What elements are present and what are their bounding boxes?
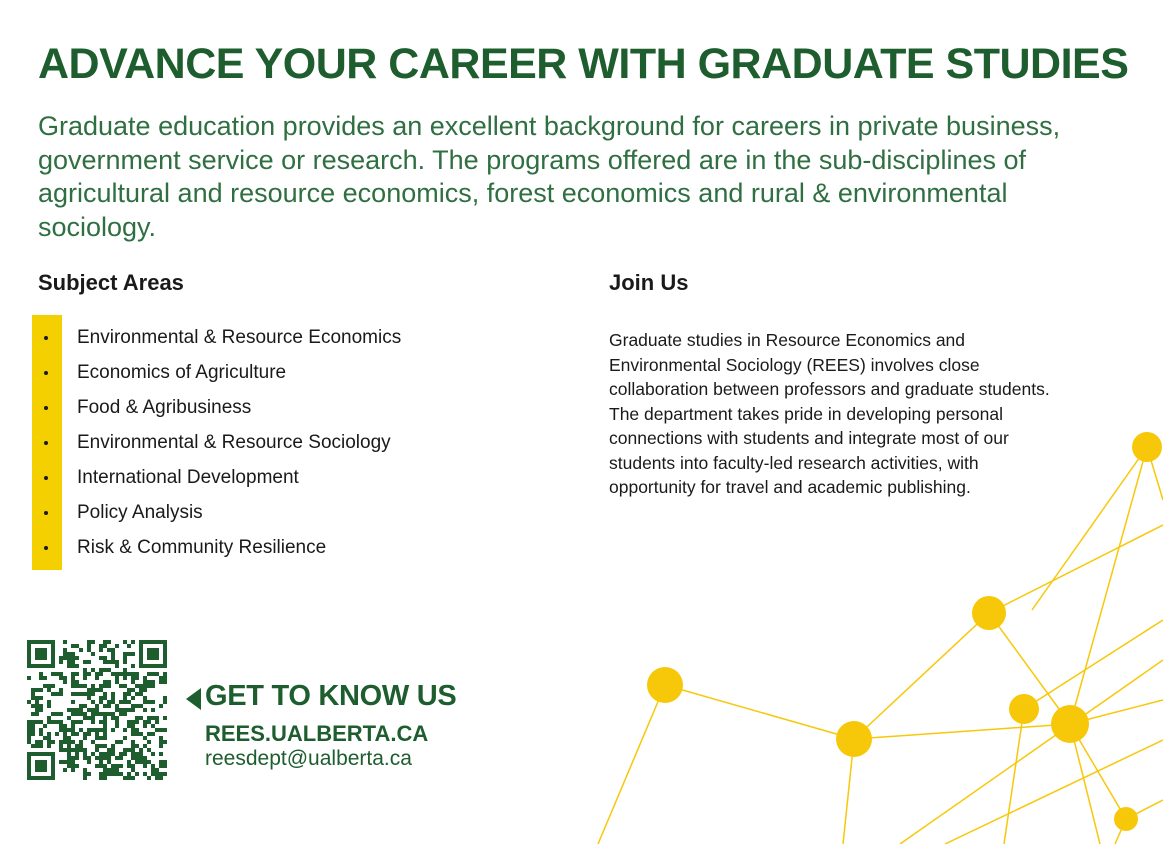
list-item: [32, 530, 401, 565]
bullet-icon: [44, 371, 48, 375]
bullet-icon: [44, 441, 48, 445]
list-item: [32, 425, 401, 460]
bullet-icon: [44, 511, 48, 515]
subject-item-label: Risk & Community Resilience: [77, 536, 327, 558]
subject-item-label: Economics of Agriculture: [77, 361, 287, 383]
intro-paragraph: Graduate education provides an excellent background for careers in private business, government service or research. The programs offered are in the sub-disciplines of agricultural and resource economics, forest economics and rural & environmental sociology.: [38, 111, 1061, 242]
subject-item-label: Food & Agribusiness: [77, 396, 252, 418]
subject-item-label: Environmental & Resource Sociology: [77, 431, 391, 453]
list-item: [32, 390, 401, 425]
bullet-icon: [44, 336, 48, 340]
get-to-know-us-heading: GET TO KNOW US: [205, 680, 457, 712]
list-item: [32, 460, 401, 495]
join-us-title: Join Us: [609, 270, 689, 295]
subject-item-label: Policy Analysis: [77, 501, 203, 523]
list-item: [32, 355, 401, 390]
bullet-icon: [44, 406, 48, 410]
join-us-paragraph: Graduate studies in Resource Economics and Environmental Sociology (REES) involves close collaboration between professors and graduate students. The department takes pride in developing personal connections with students and integrate most of our students into faculty-led research activities, with opportunity for travel and academic publishing.: [609, 330, 1050, 497]
email-link[interactable]: reesdept@ualberta.ca: [205, 747, 412, 770]
list-item: [32, 320, 401, 355]
page-headline: ADVANCE YOUR CAREER WITH GRADUATE STUDIES: [38, 40, 1129, 88]
subject-areas-list: [32, 320, 401, 565]
subject-areas-title: Subject Areas: [38, 270, 184, 295]
subject-item-label: Environmental & Resource Economics: [77, 326, 402, 348]
list-item: [32, 495, 401, 530]
bullet-icon: [44, 476, 48, 480]
bullet-icon: [44, 546, 48, 550]
triangle-left-icon: [186, 688, 201, 710]
subject-item-label: International Development: [77, 466, 299, 488]
qr-code-icon[interactable]: [27, 640, 167, 780]
website-link[interactable]: REES.UALBERTA.CA: [205, 721, 429, 746]
